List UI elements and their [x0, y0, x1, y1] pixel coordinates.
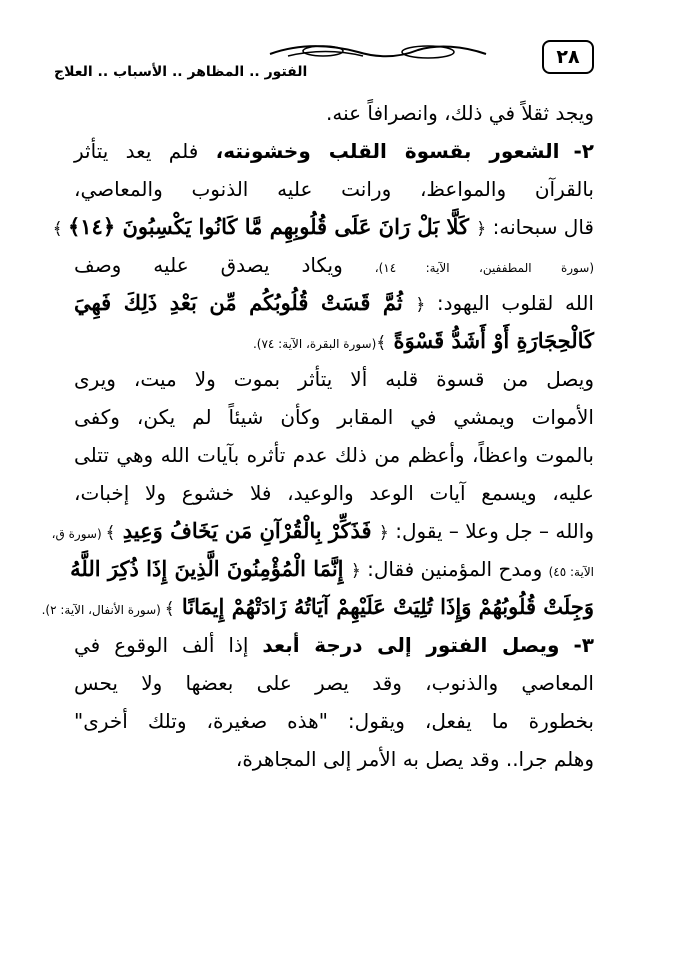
surah-reference: الآية: ٤٥) [548, 565, 594, 579]
quran-open-bracket: ﴿ [378, 523, 389, 543]
paragraph-text: قال سبحانه: [486, 215, 594, 239]
quran-close-bracket: ﴾ [105, 523, 116, 543]
paragraph-text: بالموت واعظاً، وأعظم من ذلك عدم تأثره بآيات الله وهي تتلى [74, 443, 594, 467]
quran-close-bracket: ﴾ [164, 599, 175, 619]
paragraph-text: بالقرآن والمواعظ، ورانت عليه الذنوب والمعاصي، [74, 177, 594, 201]
running-header-title: الفتور .. المظاهر .. الأسباب .. العلاج [54, 64, 308, 80]
text-line-17 [74, 702, 594, 740]
decorative-ornament-icon [268, 42, 488, 62]
paragraph-text: والله – جل وعلا – يقول: [388, 519, 594, 543]
ayah-marker: ﴿١٤﴾ [67, 214, 116, 239]
heading-text: ويصل الفتور إلى درجة أبعد [262, 633, 560, 657]
text-line-18 [74, 740, 594, 778]
quran-verse: فَذَكِّرْ بِالْقُرْآنِ مَن يَخَافُ وَعِيدِ [115, 518, 379, 543]
surah-reference: (سورة ق، [51, 527, 106, 541]
text-line-1 [74, 94, 594, 132]
paragraph-text: ويجد ثقلاً في ذلك، وانصرافاً عنه. [326, 101, 594, 125]
quran-verse: وَجِلَتْ قُلُوبُهُمْ وَإِذَا تُلِيَتْ عَلَيْهِمْ آيَاتُهُ زَادَتْهُمْ إِيمَانًا [174, 594, 594, 619]
text-line-3 [74, 170, 594, 208]
text-line-10 [74, 436, 594, 474]
text-line-11 [74, 474, 594, 512]
heading-text: الشعور بقسوة القلب وخشونته، [215, 139, 560, 163]
surah-reference: (سورة المطففين، الآية: ١٤)، [374, 261, 594, 275]
paragraph-text: الأموات ويمشي في المقابر وكأن شيئاً لم يكن، وكفى [74, 405, 594, 429]
text-line-2 [74, 132, 594, 170]
paragraph-text: ومدح المؤمنين فقال: [360, 557, 549, 581]
surah-reference: (سورة الأنفال، الآية: ٢). [41, 603, 165, 617]
text-line-12 [51, 512, 594, 550]
list-number: ٢- [573, 139, 595, 163]
paragraph-text: بخطورة ما يفعل، ويقول: "هذه صغيرة، وتلك أخرى" [74, 709, 594, 733]
quran-verse: كَالْحِجَارَةِ أَوْ أَشَدُّ قَسْوَةً [386, 328, 594, 353]
quran-open-bracket: ﴿ [476, 219, 487, 239]
paragraph-text: وهلم جرا.. وقد يصل به الأمر إلى المجاهرة، [235, 747, 594, 771]
page-body [41, 94, 595, 778]
paragraph-text: ويصل من قسوة قلبه ألا يتأثر بموت ولا ميت، ويرى [74, 367, 594, 391]
text-line-5 [74, 246, 594, 284]
quran-open-bracket: ﴿ [350, 561, 361, 581]
paragraph-text: عليه، ويسمع آيات الوعد والوعيد، فلا خشوع ولا إخبات، [74, 481, 594, 505]
quran-close-bracket: ﴾ [52, 219, 68, 239]
quran-close-bracket: ﴾ [376, 333, 387, 353]
paragraph-text: الله لقلوب اليهود: [425, 291, 594, 315]
page-number: ٢٨ [542, 40, 594, 74]
text-line-13 [70, 550, 594, 588]
quran-open-bracket: ﴿ [415, 295, 426, 315]
paragraph-text: المعاصي والذنوب، وقد يصر على بعضها ولا يحس [74, 671, 594, 695]
quran-verse: إِنَّمَا الْمُؤْمِنُونَ الَّذِينَ إِذَا ذُكِرَ اللَّهُ [70, 556, 351, 581]
surah-reference: (سورة البقرة، الآية: ٧٤). [252, 337, 377, 351]
paragraph-text: فلم يعد يتأثر [74, 139, 216, 163]
paragraph-text: إذا ألف الوقوع في [74, 633, 263, 657]
text-line-9 [74, 398, 594, 436]
list-number: ٣- [573, 633, 594, 657]
text-line-16 [74, 664, 594, 702]
text-line-7 [74, 322, 594, 360]
text-line-15 [74, 626, 594, 664]
quran-verse: ثُمَّ قَسَتْ قُلُوبُكُم مِّن بَعْدِ ذَلِكَ فَهِيَ [74, 290, 416, 315]
page-header [54, 36, 594, 86]
text-line-6 [74, 284, 594, 322]
text-line-8 [74, 360, 594, 398]
text-line-14 [41, 588, 594, 626]
paragraph-text: ويكاد يصدق عليه وصف [74, 253, 375, 277]
text-line-4 [52, 208, 594, 246]
quran-verse: كَلَّا بَلْ رَانَ عَلَى قُلُوبِهِم مَّا كَانُوا يَكْسِبُونَ [115, 214, 477, 239]
